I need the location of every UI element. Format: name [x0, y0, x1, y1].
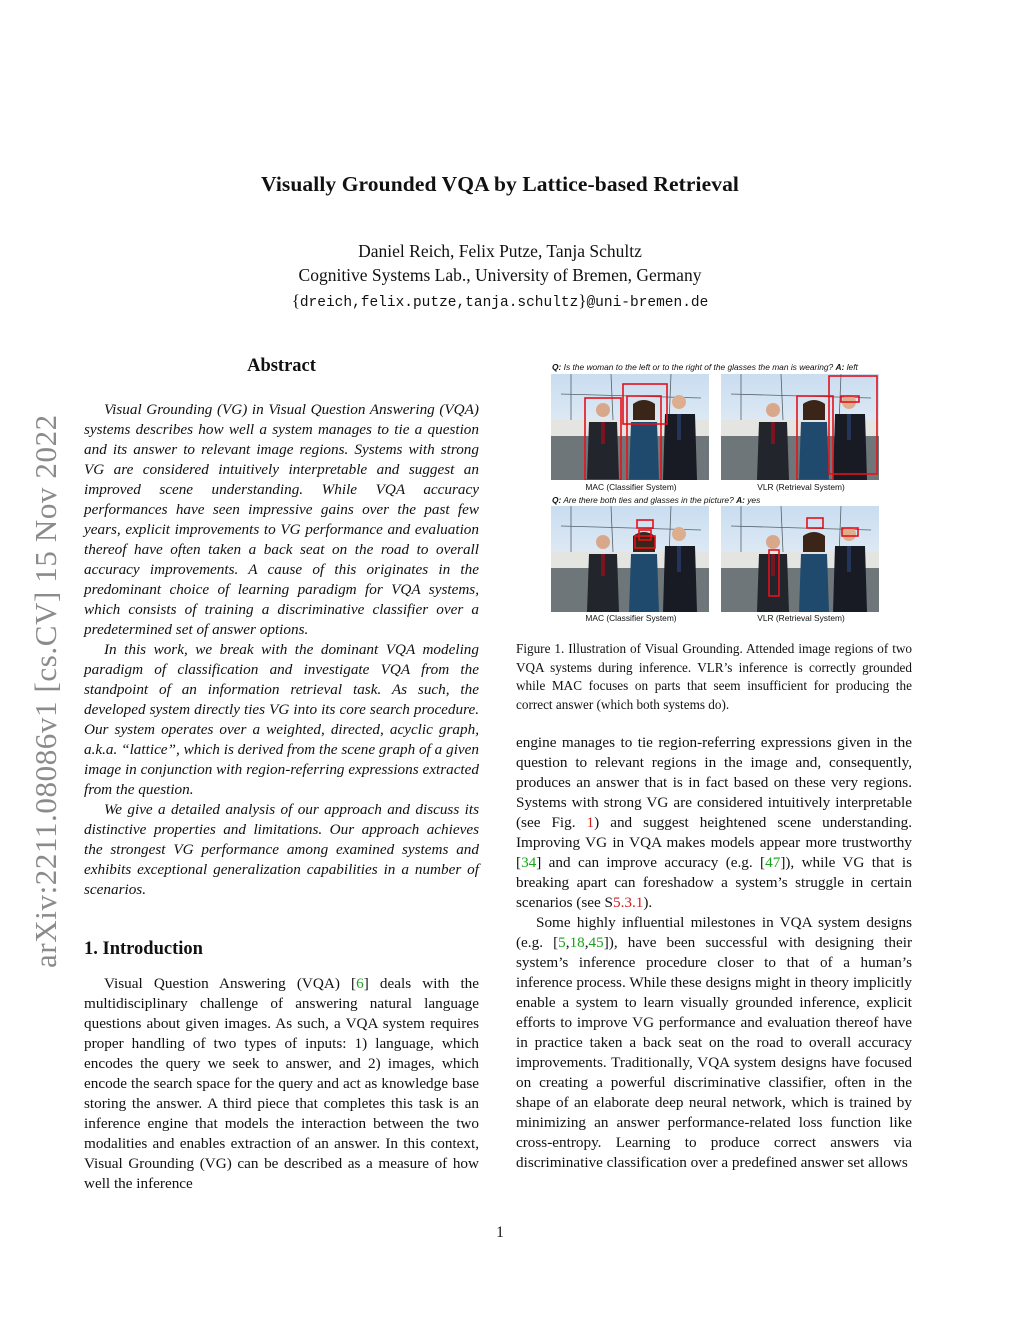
figure-image-mac-q2	[551, 506, 709, 612]
citation-link[interactable]: 18	[569, 934, 585, 951]
email-domain: @uni-bremen.de	[586, 295, 709, 311]
intro-text: Visual Question Answering (VQA) [	[104, 975, 357, 992]
answer-text: left	[846, 362, 858, 372]
body-paragraph: Some highly influential milestones in VQA system designs (e.g. [5,18,45]), have been successful with designing their system’s inference procedure closer to that of a human’s inference process. While these designs might in theory implicitly enable a system to learn visually grounded inference, explicit efforts to improve VG performance and evaluation thereof have in practice taken a back seat on the road to overall accuracy improvements. Traditionally, VQA system designs have focused on creating a powerful discriminative classifier, often in the shape of an elaborate deep neural network, which is trained by minimizing an answer performance-related loss function like cross-entropy. Learning to produce correct answers via discriminative classification over a predefined answer set allows	[516, 914, 913, 1171]
woman	[799, 400, 829, 480]
paper-title: Visually Grounded VQA by Lattice-based Retrieval	[260, 172, 740, 196]
right-column-body	[516, 733, 912, 1173]
figure-label-mac: MAC (Classifier System)	[585, 613, 677, 623]
figure-image-vlr-q2	[721, 506, 879, 612]
abstract-paragraph: Visual Grounding (VG) in Visual Question Answering (VQA) systems describes how well a system manages to tie a question and its answer to relevant image regions. Systems with strong VG are considered intuitively interpretable and suggest an improved scene understanding. While VQA accuracy performances have seen impressive gains over the past few years, explicit improvements to VG performance and evaluation thereof have often taken a back seat on the road to overall accuracy improvements. A cause of this originates in the predominant choice of learning paradigm for VQA systems, which consists of training a discriminative classifier over a predetermined set of answer options.	[84, 401, 479, 638]
question-text: Are there both ties and glasses in the picture?	[563, 495, 734, 505]
author-list: Daniel Reich, Felix Putze, Tanja Schultz	[358, 241, 642, 261]
intro-paragraph	[84, 974, 479, 1194]
body-text: ) and suggest heightened scene understanding. Improving VG in VQA makes models appear more trustworthy [	[516, 814, 912, 871]
figure-label-vlr: VLR (Retrieval System)	[757, 613, 845, 623]
woman	[629, 400, 659, 480]
figure-image-vlr-q1	[721, 374, 879, 480]
body-text: ] and can improve accuracy (e.g. [	[536, 854, 766, 871]
figure-reference-link[interactable]: 1	[586, 814, 595, 831]
email-brace-close: }	[578, 291, 587, 310]
body-text: Some highly influential milestones in VQA system designs (e.g. [	[516, 914, 912, 951]
figure-label-mac: MAC (Classifier System)	[585, 482, 677, 492]
citation-link[interactable]: 6	[356, 975, 364, 992]
affiliation: Cognitive Systems Lab., University of Bremen, Germany	[298, 265, 702, 285]
man-left	[587, 535, 619, 612]
q-label: Q:	[552, 495, 562, 505]
body-text: ).	[643, 894, 653, 911]
man-right	[663, 395, 697, 480]
body-paragraph	[516, 733, 912, 913]
body-text: ]), while VG that is breaking apart can foreshadow a system’s struggle in certain scenarios (see S	[516, 854, 912, 911]
section-reference-link[interactable]: 5.3.1	[613, 894, 644, 911]
question-text: Is the woman to the left or to the right of the glasses the man is wearing?	[563, 362, 834, 372]
introduction-body	[84, 974, 479, 1194]
abstract-paragraph: In this work, we break with the dominant VQA modeling paradigm of classification and investigate VQA from the standpoint of an information retrieval task. As such, the developed system directly ties VG into its core search procedure. Our system operates over a weighted, directed, acyclic graph, a.k.a. “lattice”, which is derived from the scene graph of a given image in conjunction with region-referring expressions extracted from the question.	[84, 641, 479, 798]
intro-text: ] deals with the multidisciplinary challenge of answering natural language questions about given images. As such, a VQA system requires proper handling of two types of inputs: 1) language, which encodes the query we seek to answer, and 2) images, which encode the search space for the query and act as knowledge base storing the answer. A third piece that completes this task is an inference engine that models the interaction between the two modalities and enables extraction of an answer. In this context, Visual Grounding (VG) can be described as a measure of how well the inference	[84, 975, 479, 1192]
citation-link[interactable]: 5	[558, 934, 566, 951]
woman	[799, 532, 829, 612]
citation-link[interactable]: 45	[588, 934, 604, 951]
a-label: A:	[736, 495, 745, 505]
abstract-body	[84, 400, 479, 900]
section-heading-introduction: 1. Introduction	[84, 939, 203, 959]
email-users: dreich,felix.putze,tanja.schultz	[299, 295, 579, 311]
man-left	[757, 535, 789, 612]
abstract-heading: Abstract	[247, 356, 316, 376]
citation-link[interactable]: 34	[521, 854, 537, 871]
abstract-paragraph: We give a detailed analysis of our approach and discuss its distinctive properties and limitations. Our approach achieves the strongest VG performance among examined systems and exhibits exceptional generalization capabilities in a number of scenarios.	[84, 801, 479, 898]
citation-link[interactable]: 47	[765, 854, 781, 871]
man-left	[587, 403, 619, 480]
man-right	[663, 527, 697, 612]
a-label: A:	[835, 362, 845, 372]
figure-question-2	[552, 495, 760, 505]
body-text: engine manages to tie region-referring expressions given in the question to relevant regions in the image and, consequently, produces an answer that is in fact based on these very regions. Systems with strong VG are considered intuitively interpretable (see Fig.	[516, 734, 912, 831]
man-right	[833, 395, 867, 480]
figure-label-vlr: VLR (Retrieval System)	[757, 482, 845, 492]
answer-text: yes	[747, 495, 761, 505]
figure-image-mac-q1	[551, 374, 709, 480]
man-left	[757, 403, 789, 480]
page-number: 1	[496, 1224, 504, 1241]
arxiv-stamp: arXiv:2211.08086v1 [cs.CV] 15 Nov 2022	[28, 414, 63, 968]
email-line[interactable]	[0, 291, 1000, 311]
figure-caption: Figure 1. Illustration of Visual Grounding. Attended image regions of two VQA systems during inference. VLR’s inference is correctly grounded while MAC focuses on parts that seem insufficient for producing the correct answer (which both systems do).	[516, 641, 912, 712]
man-right	[833, 527, 867, 612]
q-label: Q:	[552, 362, 562, 372]
body-text: ]), have been successful with designing their system’s inference procedure closer to that of a human’s inference process. While these designs might in theory implicitly enable a system to learn visually grounded inference, explicit efforts to improve VG performance and evaluation thereof have in practice taken a back seat on the road to overall accuracy improvements. Traditionally, VQA system designs have focused on creating a powerful discriminative classifier, often in the shape of an elaborate deep neural network, which is trained by minimizing an answer performance-related loss function like cross-entropy. Learning to produce correct answers via discriminative classification over a predefined answer set allows	[516, 934, 913, 1171]
figure-question-1	[552, 362, 858, 372]
email-brace-open: {	[291, 291, 300, 310]
